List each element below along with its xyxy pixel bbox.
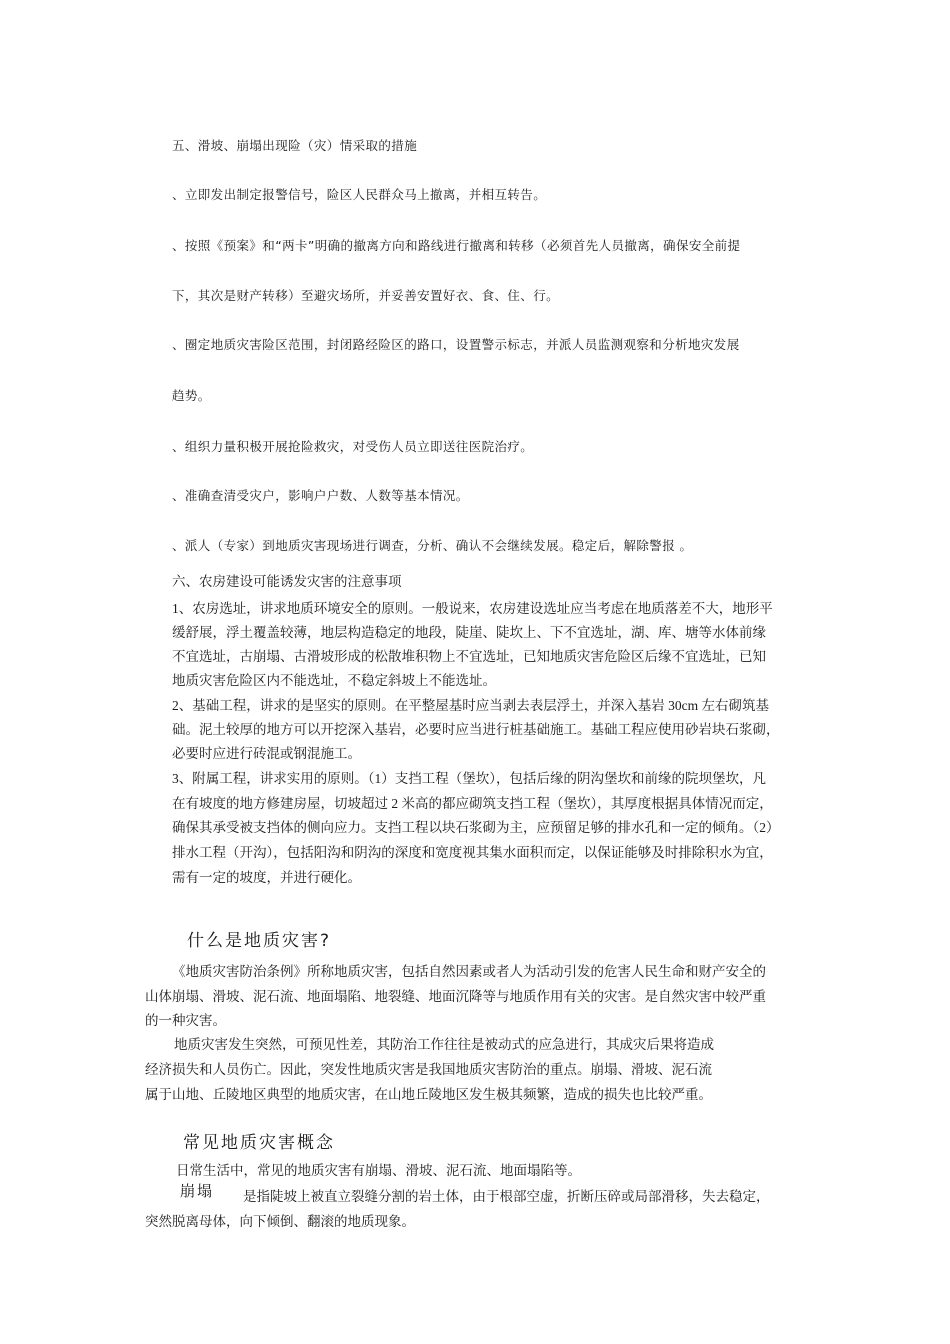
section-what-p1-line: 的一种灾害。 xyxy=(145,1013,226,1028)
section6-p3-line: 排水工程（开沟），包括阳沟和阴沟的深度和宽度视其集水面积而定，以保证能够及时排除积水为宜， xyxy=(172,845,773,860)
section6-p2-line: 础。泥土较厚的地方可以开挖深入基岩，必要时应当进行桩基础施工。基础工程应使用砂岩块石浆砌， xyxy=(172,722,780,737)
section5-item-1: 、立即发出制定报警信号，险区人民群众马上撤离，并相互转告。 xyxy=(172,187,547,202)
section6-p2-line: 必要时应进行砖混或钢混施工。 xyxy=(172,746,361,761)
term-label-collapse: 崩塌 xyxy=(180,1182,215,1200)
term-definition-line-1: 是指陡坡上被直立裂缝分割的岩土体，由于根部空虚，折断压碎或局部滑移，失去稳定， xyxy=(243,1189,770,1204)
section-what-p1-line: 山体崩塌、滑坡、泥石流、地面塌陷、地裂缝、地面沉降等与地质作用有关的灾害。是自然灾害中较严重 xyxy=(145,989,766,1004)
section5-item-3-line-2: 趋势。 xyxy=(172,388,211,403)
section5-item-2-line-1: 、按照《预案》和“两卡”明确的撤离方向和路线进行撤离和转移（必须首先人员撤离，确保安全前提 xyxy=(172,238,741,253)
section5-item-6: 、派人（专家）到地质灾害现场进行调查，分析、确认不会继续发展。稳定后，解除警报 。 xyxy=(172,538,693,553)
section6-p1-line: 1、农房选址，讲求地质环境安全的原则。一般说来，农房建设选址应当考虑在地质落差不大，地形平 xyxy=(172,601,773,616)
section-what-p1-line: 《地质灾害防治条例》所称地质灾害，包括自然因素或者人为活动引发的危害人民生命和财产安全的 xyxy=(172,964,766,979)
section6-p3-line: 在有坡度的地方修建房屋，切坡超过 2 米高的都应砌筑支挡工程（堡坎），其厚度根据具体情况而定， xyxy=(172,796,773,811)
section-what-p2-line: 地质灾害发生突然，可预见性差，其防治工作往往是被动式的应急进行，其成灾后果将造成 xyxy=(174,1037,714,1052)
section5-item-3-line-1: 、圈定地质灾害险区范围，封闭路经险区的路口，设置警示标志，并派人员监测观察和分析地灾发展 xyxy=(172,337,740,352)
section5-item-5: 、准确查清受灾户，影响户户数、人数等基本情况。 xyxy=(172,488,469,503)
section6-p1-line: 缓舒展，浮土覆盖较薄，地层构造稳定的地段，陡崖、陡坎上、下不宜选址，湖、库、塘等水体前缘 xyxy=(172,625,766,640)
section5-item-2-line-2: 下，其次是财产转移）至避灾场所，并妥善安置好衣、食、住、行。 xyxy=(172,288,560,303)
section6-p3-line: 3、附属工程，讲求实用的原则。（1）支挡工程（堡坎），包括后缘的阴沟堡坎和前缘的院坝堡坎，凡 xyxy=(172,771,766,786)
section-what-p2-line: 经济损失和人员伤亡。因此，突发性地质灾害是我国地质灾害防治的重点。崩塌、滑坡、泥石流 xyxy=(145,1062,712,1077)
section6-p3-line: 需有一定的坡度，并进行硬化。 xyxy=(172,870,361,885)
section-common-title: 常见地质灾害概念 xyxy=(183,1133,335,1153)
section-what-title: 什么是地质灾害? xyxy=(187,931,332,951)
section5-title: 五、滑坡、崩塌出现险（灾）情采取的措施 xyxy=(172,138,418,153)
section-common-intro: 日常生活中，常见的地质灾害有崩塌、滑坡、泥石流、地面塌陷等。 xyxy=(176,1163,581,1178)
section6-p3-line: 确保其承受被支挡体的侧向应力。支挡工程以块石浆砌为主，应预留足够的排水孔和一定的倾角。（2） xyxy=(172,820,780,835)
section6-title: 六、农房建设可能诱发灾害的注意事项 xyxy=(172,574,402,589)
section6-p1-line: 地质灾害危险区内不能选址，不稳定斜坡上不能选址。 xyxy=(172,673,496,688)
section-what-p2-line: 属于山地、丘陵地区典型的地质灾害，在山地丘陵地区发生极其频繁，造成的损失也比较严重。 xyxy=(145,1087,712,1102)
term-definition-line-2: 突然脱离母体，向下倾倒、翻滚的地质现象。 xyxy=(145,1214,415,1229)
section5-item-4: 、组织力量积极开展抢险救灾，对受伤人员立即送往医院治疗。 xyxy=(172,439,534,454)
section6-p2-line: 2、基础工程，讲求的是坚实的原则。在平整屋基时应当剥去表层浮土，并深入基岩 30cm 左右砌筑基 xyxy=(172,698,769,713)
section6-p1-line: 不宜选址，古崩塌、古滑坡形成的松散堆积物上不宜选址，已知地质灾害危险区后缘不宜选址，已知 xyxy=(172,649,766,664)
